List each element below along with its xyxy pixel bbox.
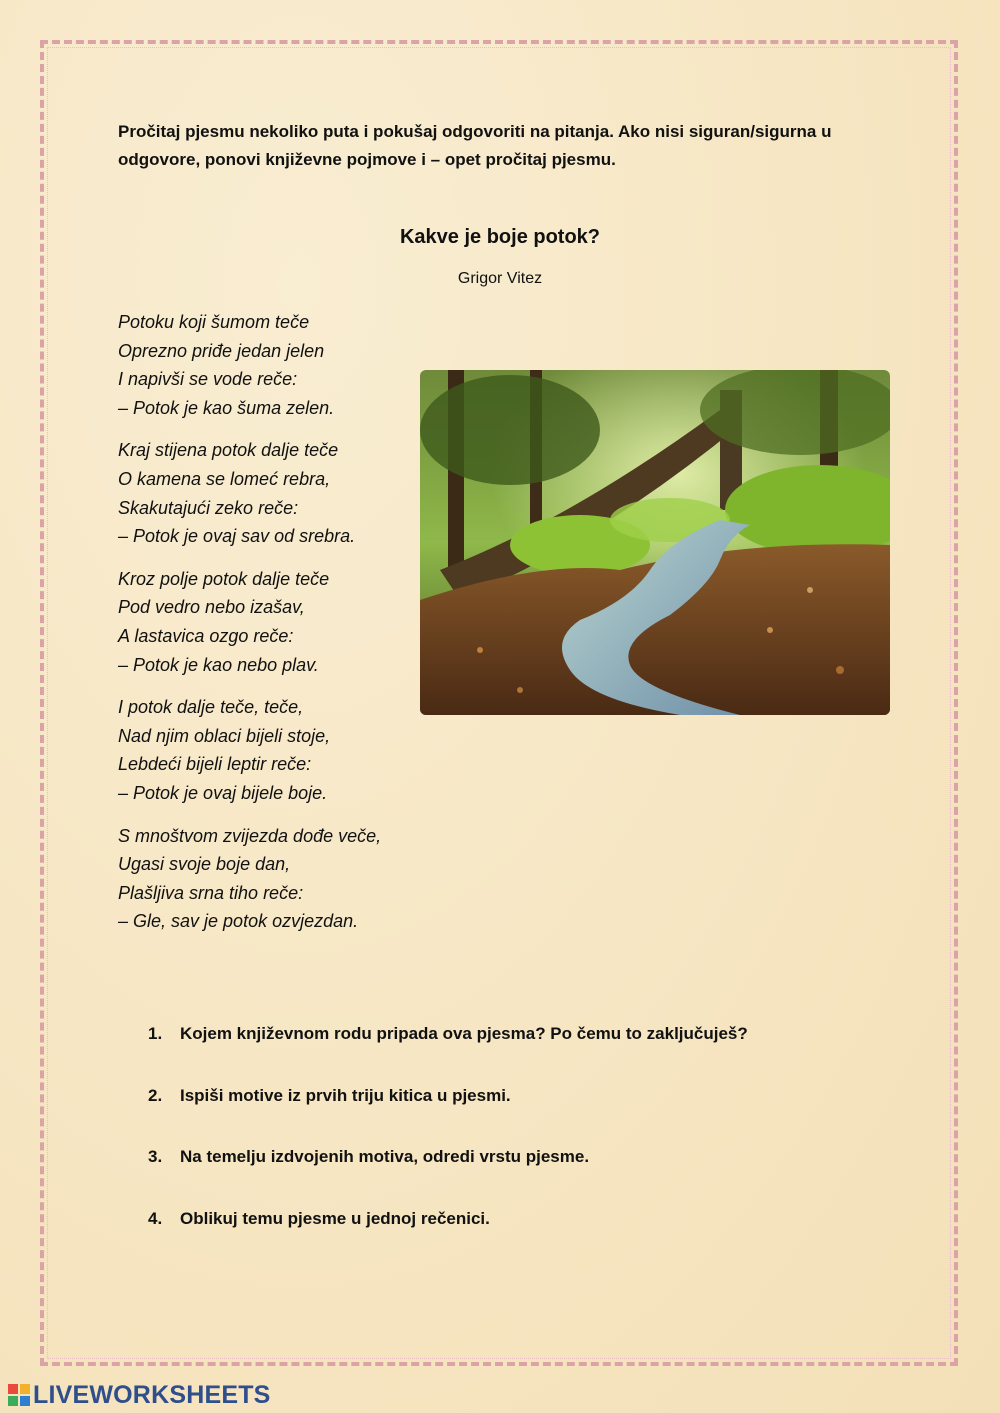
poem-line: Potoku koji šumom teče: [118, 312, 310, 332]
logo-squares-icon: [8, 1384, 30, 1406]
forest-stream-image: [420, 370, 890, 715]
poem-line: Oprezno priđe jedan jelen: [118, 340, 325, 361]
stanza: [118, 436, 418, 550]
stanza: [118, 822, 418, 936]
question-item: [148, 1024, 908, 1086]
poem-line: Kraj stijena potok dalje teče: [118, 440, 339, 461]
poem-line: – Potok je kao šuma zelen.: [118, 397, 335, 418]
poem-line: Ugasi svoje boje dan,: [118, 854, 291, 875]
poem-line: Kroz polje potok dalje teče: [118, 568, 330, 589]
poem-line: – Potok je ovaj bijele boje.: [118, 782, 328, 803]
poem-line: – Gle, sav je potok ozvjezdan.: [118, 911, 359, 932]
stanza: [118, 308, 418, 422]
question-item: [148, 1086, 908, 1148]
question-number: 3.: [148, 1147, 163, 1166]
brand-name: LIVEWORKSHEETS: [33, 1380, 271, 1409]
poem-line: Pod vedro nebo izašav,: [118, 597, 305, 618]
question-item: [148, 1147, 908, 1209]
poem-line: I potok dalje teče, teče,: [118, 697, 304, 718]
poem-author: Grigor Vitez: [457, 270, 543, 287]
poem-line: Lebdeći bijeli leptir reče:: [118, 754, 312, 775]
stanza: [118, 693, 418, 807]
question-text: Na temelju izdvojenih motiva, odredi vrstu pjesme.: [180, 1147, 590, 1166]
poem-title: Kakve je boje potok?: [399, 226, 601, 248]
poem-line: S mnoštvom zvijezda dođe veče,: [118, 825, 382, 846]
instructions-text: Pročitaj pjesmu nekoliko puta i pokušaj odgovoriti na pitanja. Ako nisi siguran/sigurna u odgovore, ponovi književne pojmove i – opet pročitaj pjesmu.: [118, 122, 832, 169]
question-number: 1.: [148, 1024, 163, 1043]
question-text: Oblikuj temu pjesme u jednoj rečenici.: [180, 1208, 490, 1228]
question-number: 4.: [148, 1208, 163, 1228]
question-list: [148, 1024, 908, 1270]
poem-line: – Potok je kao nebo plav.: [118, 654, 319, 675]
poem-line: Plašljiva srna tiho reče:: [118, 882, 304, 903]
question-text: Ispiši motive iz prvih triju kitica u pjesmi.: [180, 1085, 511, 1105]
poem-line: – Potok je ovaj sav od srebra.: [118, 526, 356, 547]
liveworksheets-logo[interactable]: [8, 1381, 271, 1409]
question-item: [148, 1209, 908, 1271]
poem-line: Nad njim oblaci bijeli stoje,: [118, 725, 331, 746]
poem-line: O kamena se lomeć rebra,: [118, 468, 331, 489]
stanza: [118, 565, 418, 679]
poem-body: [118, 308, 418, 950]
question-text: Kojem književnom rodu pripada ova pjesma? Po čemu to zaključuješ?: [180, 1024, 748, 1043]
poem-line: I napivši se vode reče:: [118, 369, 298, 390]
forest-stream-illustration: [420, 370, 890, 715]
question-number: 2.: [148, 1085, 163, 1105]
poem-line: A lastavica ozgo reče:: [118, 625, 294, 646]
poem-line: Skakutajući zeko reče:: [118, 497, 299, 518]
